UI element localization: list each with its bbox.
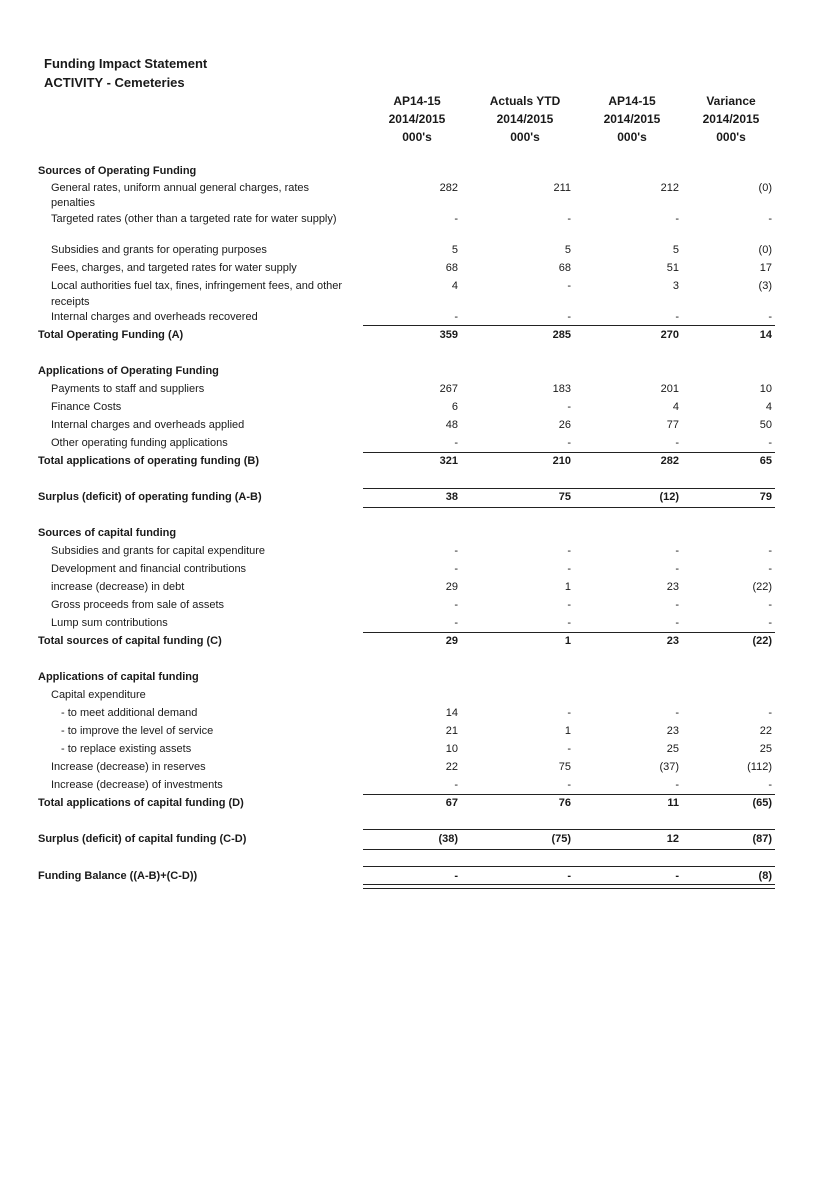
cell-value: - — [567, 563, 571, 575]
cell-value: 4 — [765, 401, 772, 413]
cell-value: 68 — [445, 262, 458, 274]
cell-value: - — [567, 743, 571, 755]
row-label: Increase (decrease) in reserves — [51, 761, 206, 773]
cell-value: - — [675, 870, 679, 882]
table-row — [0, 311, 820, 329]
cell-value: (0) — [758, 182, 772, 194]
surplus-top-rule — [363, 829, 775, 830]
balance-top-rule — [363, 866, 775, 867]
sub-heading — [0, 689, 820, 707]
cell-value: - — [454, 213, 458, 225]
cell-value: 210 — [552, 455, 571, 467]
cell-value: 5 — [672, 244, 679, 256]
cell-value: 26 — [558, 419, 571, 431]
total-rule — [363, 632, 775, 633]
row-label: Funding Balance ((A-B)+(C-D)) — [38, 870, 198, 882]
section-heading-label: Applications of Operating Funding — [38, 365, 219, 377]
cell-value: 5 — [451, 244, 458, 256]
cell-value: (87) — [752, 833, 772, 845]
table-row — [0, 581, 820, 599]
cell-value: - — [768, 437, 772, 449]
cell-value: (22) — [752, 635, 772, 647]
cell-value: 65 — [759, 455, 772, 467]
surplus-bottom-rule — [363, 849, 775, 850]
cell-value: 4 — [672, 401, 679, 413]
cell-value: 10 — [759, 383, 772, 395]
table-row — [0, 761, 820, 779]
cell-value: 201 — [660, 383, 679, 395]
table-row — [0, 599, 820, 617]
section-heading — [0, 671, 820, 689]
cell-value: 29 — [445, 635, 458, 647]
cell-value: 25 — [666, 743, 679, 755]
cell-value: 75 — [558, 761, 571, 773]
column-header-line3: 000's — [510, 130, 540, 144]
cell-value: 22 — [445, 761, 458, 773]
cell-value: 1 — [564, 725, 571, 737]
row-label: Fees, charges, and targeted rates for water supply — [51, 262, 297, 274]
cell-value: - — [768, 213, 772, 225]
cell-value: - — [567, 545, 571, 557]
cell-value: - — [675, 779, 679, 791]
surplus-bottom-rule — [363, 507, 775, 508]
row-label: Lump sum contributions — [51, 617, 168, 629]
row-label: Capital expenditure — [51, 689, 146, 701]
cell-value: 267 — [439, 383, 458, 395]
cell-value: 38 — [445, 491, 458, 503]
cell-value: 183 — [552, 383, 571, 395]
cell-value: 68 — [558, 262, 571, 274]
cell-value: - — [567, 779, 571, 791]
cell-value: 211 — [553, 182, 571, 194]
row-label: Other operating funding applications — [51, 437, 228, 449]
cell-value: 25 — [759, 743, 772, 755]
row-label: Subsidies and grants for operating purposes — [51, 244, 267, 256]
row-label: increase (decrease) in debt — [51, 581, 185, 593]
cell-value: - — [454, 545, 458, 557]
column-header-line2: 2014/2015 — [603, 112, 661, 126]
column-header-actuals-ytd — [480, 92, 570, 146]
cell-value: - — [454, 870, 458, 882]
table-row — [0, 545, 820, 563]
column-header-line2: 2014/2015 — [702, 112, 760, 126]
column-header-line3: 000's — [402, 130, 432, 144]
column-header-line3: 000's — [716, 130, 746, 144]
table-row — [0, 244, 820, 262]
row-label: Gross proceeds from sale of assets — [51, 599, 225, 611]
table-row — [0, 707, 820, 725]
cell-value: - — [454, 311, 458, 323]
cell-value: 48 — [445, 419, 458, 431]
section-heading-label: Sources of capital funding — [38, 527, 177, 539]
cell-value: (112) — [747, 761, 772, 773]
column-header-line3: 000's — [617, 130, 647, 144]
activity-subtitle: ACTIVITY - Cemeteries — [44, 75, 185, 90]
total-rule — [363, 794, 775, 795]
cell-value: - — [454, 599, 458, 611]
row-label: Total Operating Funding (A) — [38, 329, 184, 341]
row-label: Surplus (deficit) of operating funding (A-B) — [38, 491, 262, 503]
document-title: Funding Impact Statement — [44, 56, 208, 71]
row-label: Subsidies and grants for capital expenditure — [51, 545, 266, 557]
cell-value: - — [567, 599, 571, 611]
cell-value: - — [567, 437, 571, 449]
row-label: penalties — [51, 197, 96, 209]
column-header-ap14-15-b — [587, 92, 677, 146]
table-row — [0, 213, 820, 231]
cell-value: 282 — [439, 182, 458, 194]
cell-value: - — [675, 545, 679, 557]
cell-value: - — [454, 563, 458, 575]
cell-value: - — [675, 311, 679, 323]
cell-value: (3) — [758, 280, 772, 292]
cell-value: 3 — [672, 280, 679, 292]
cell-value: 51 — [666, 262, 679, 274]
section-heading — [0, 365, 820, 383]
row-label: Targeted rates (other than a targeted rate for water supply) — [51, 213, 337, 225]
row-label: Internal charges and overheads recovered — [51, 311, 258, 323]
cell-value: (65) — [752, 797, 772, 809]
total-rule — [363, 325, 775, 326]
cell-value: - — [768, 779, 772, 791]
cell-value: 29 — [445, 581, 458, 593]
cell-value: - — [768, 599, 772, 611]
cell-value: - — [567, 280, 571, 292]
row-label: Total sources of capital funding (C) — [38, 635, 222, 647]
column-header-line2: 2014/2015 — [388, 112, 446, 126]
cell-value: 12 — [666, 833, 679, 845]
section-heading-label: Applications of capital funding — [38, 671, 199, 683]
cell-value: 212 — [660, 182, 679, 194]
row-label: - to replace existing assets — [61, 743, 192, 755]
total-row — [0, 797, 820, 815]
cell-value: - — [768, 617, 772, 629]
cell-value: - — [567, 707, 571, 719]
cell-value: 14 — [759, 329, 772, 341]
cell-value: - — [675, 617, 679, 629]
table-row — [0, 419, 820, 437]
table-row — [0, 563, 820, 581]
cell-value: - — [567, 401, 571, 413]
cell-value: 21 — [445, 725, 458, 737]
cell-value: - — [567, 311, 571, 323]
cell-value: 5 — [564, 244, 571, 256]
table-row — [0, 743, 820, 761]
cell-value: - — [675, 563, 679, 575]
cell-value: 22 — [759, 725, 772, 737]
row-label: - to meet additional demand — [61, 707, 198, 719]
cell-value: 4 — [451, 280, 458, 292]
table-row — [0, 262, 820, 280]
section-heading — [0, 527, 820, 545]
cell-value: 79 — [759, 491, 772, 503]
cell-value: - — [768, 311, 772, 323]
cell-value: (12) — [659, 491, 679, 503]
cell-value: - — [675, 599, 679, 611]
row-label: Total applications of capital funding (D) — [38, 797, 244, 809]
cell-value: 67 — [445, 797, 458, 809]
cell-value: 11 — [667, 797, 679, 809]
cell-value: - — [454, 779, 458, 791]
surplus-top-rule — [363, 488, 775, 489]
cell-value: 10 — [445, 743, 458, 755]
cell-value: - — [454, 617, 458, 629]
cell-value: 282 — [660, 455, 679, 467]
cell-value: 285 — [552, 329, 571, 341]
cell-value: - — [768, 707, 772, 719]
row-label: Surplus (deficit) of capital funding (C-D) — [38, 833, 247, 845]
cell-value: - — [567, 213, 571, 225]
cell-value: 359 — [439, 329, 458, 341]
row-label: receipts — [51, 296, 90, 308]
cell-value: (37) — [659, 761, 679, 773]
table-row — [0, 401, 820, 419]
cell-value: 50 — [759, 419, 772, 431]
cell-value: (0) — [758, 244, 772, 256]
cell-value: - — [768, 563, 772, 575]
cell-value: - — [675, 213, 679, 225]
cell-value: 17 — [759, 262, 772, 274]
row-label: Increase (decrease) of investments — [51, 779, 223, 791]
section-heading-label: Sources of Operating Funding — [38, 165, 197, 177]
cell-value: - — [768, 545, 772, 557]
row-label: Finance Costs — [51, 401, 122, 413]
cell-value: 76 — [558, 797, 571, 809]
row-label: General rates, uniform annual general charges, rates — [51, 182, 310, 194]
cell-value: (8) — [758, 870, 772, 882]
row-label: Internal charges and overheads applied — [51, 419, 245, 431]
total-row — [0, 635, 820, 653]
cell-value: - — [675, 707, 679, 719]
total-row — [0, 455, 820, 473]
column-header-line1: AP14-15 — [393, 94, 441, 108]
column-header-variance — [686, 92, 776, 146]
cell-value: 77 — [666, 419, 679, 431]
cell-value: 321 — [439, 455, 458, 467]
cell-value: 1 — [564, 581, 571, 593]
cell-value: - — [567, 617, 571, 629]
row-label: Payments to staff and suppliers — [51, 383, 205, 395]
cell-value: (38) — [438, 833, 458, 845]
cell-value: 23 — [666, 725, 679, 737]
cell-value: 270 — [660, 329, 679, 341]
total-row — [0, 329, 820, 347]
cell-value: - — [567, 870, 571, 882]
table-row — [0, 383, 820, 401]
cell-value: 14 — [445, 707, 458, 719]
cell-value: (75) — [551, 833, 571, 845]
cell-value: - — [675, 437, 679, 449]
cell-value: 1 — [564, 635, 571, 647]
column-header-line1: AP14-15 — [608, 94, 656, 108]
row-label: - to improve the level of service — [61, 725, 214, 737]
total-rule — [363, 452, 775, 453]
cell-value: - — [454, 437, 458, 449]
cell-value: (22) — [752, 581, 772, 593]
cell-value: 6 — [451, 401, 458, 413]
column-header-line1: Variance — [706, 94, 756, 108]
column-header-ap14-15 — [372, 92, 462, 146]
row-label: Development and financial contributions — [51, 563, 247, 575]
cell-value: 75 — [558, 491, 571, 503]
cell-value: 23 — [666, 635, 679, 647]
cell-value: 23 — [666, 581, 679, 593]
section-heading — [0, 165, 820, 183]
row-label: Total applications of operating funding (B) — [38, 455, 259, 467]
column-header-line1: Actuals YTD — [489, 94, 561, 108]
row-label: Local authorities fuel tax, fines, infringement fees, and other — [51, 280, 343, 292]
balance-double-rule — [363, 884, 775, 889]
column-header-line2: 2014/2015 — [496, 112, 554, 126]
table-row — [0, 725, 820, 743]
